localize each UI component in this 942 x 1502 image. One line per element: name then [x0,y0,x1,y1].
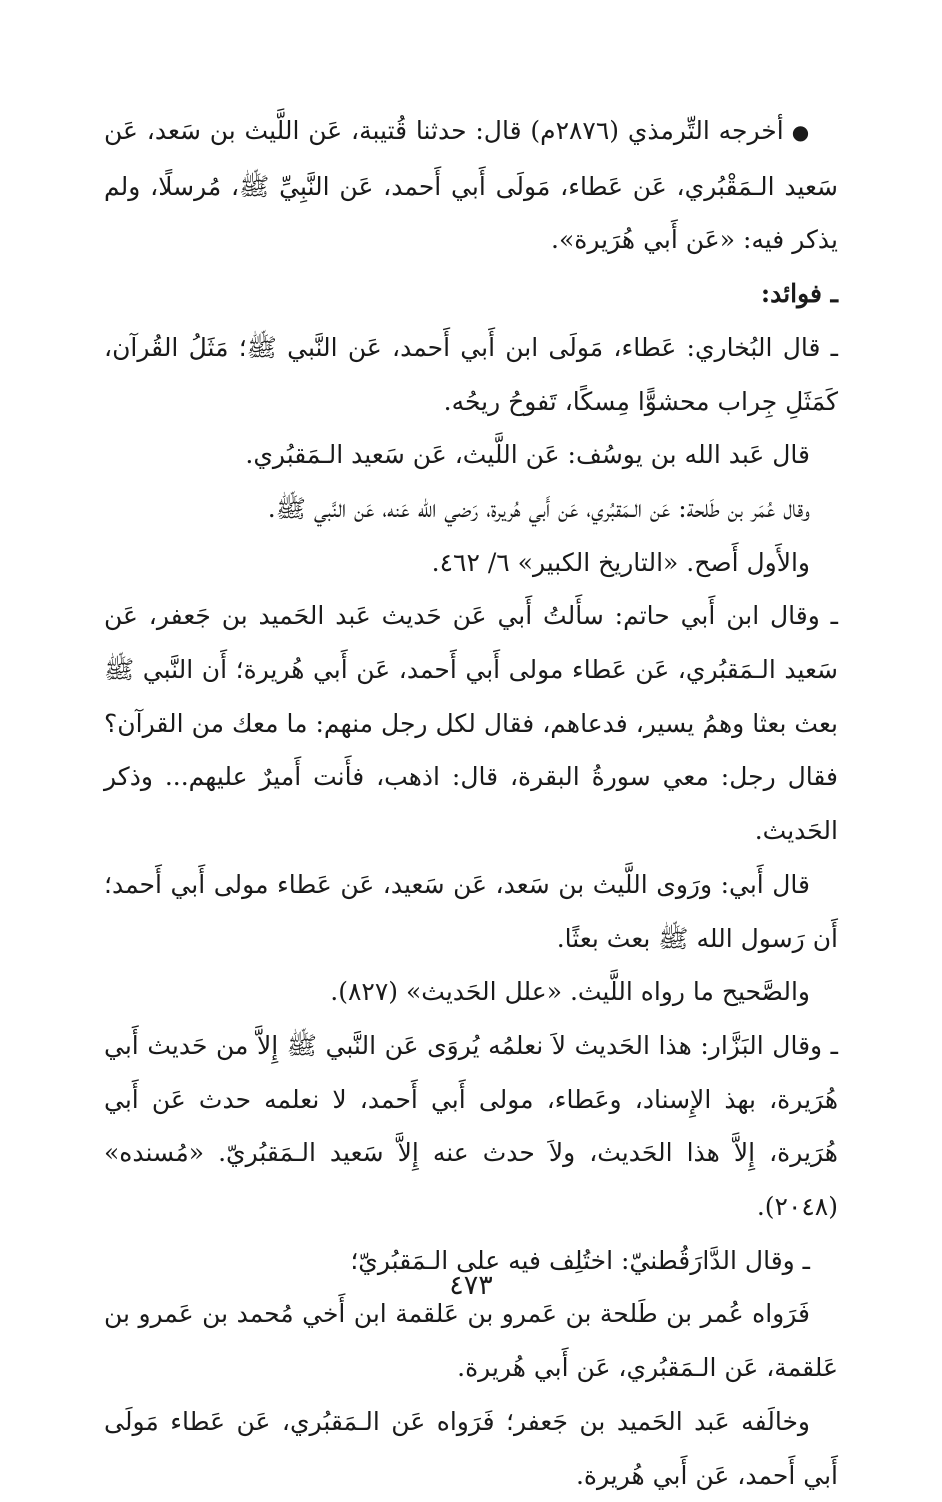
paragraph-bazzar: ـ وقال البَزَّار: هذا الحَديث لاَ نعلمُه يُروَى عَن النَّبي ﷺ إِلاَّ من حَديث أَبي هُرَيرة، بهذ الإِسناد، وعَطاء، مولى أَبي أَحمد، لا نعلمه حدث عَن أَبي هُرَيرة، إِلاَّ هذا الحَديث، ولاَ حدث عنه إِلاَّ سَعيد الـمَقبُريّ. «مُسنده» (٢٠٤٨). [104,1030,838,1222]
paragraph-qala-abi: قال أَبي: ورَوى اللَّيث بن سَعد، عَن سَعيد، عَن عَطاء مولى أَبي أَحمد؛ أَن رَسول الله ﷺ بعث بعثًا. [104,869,838,953]
paragraph-abdulhamid-riwaya: وخالَفه عَبد الحَميد بن جَعفر؛ فَرَواه عَن الـمَقبُري، عَن عَطاء مَولَى أَبي أَحمد، عَن أَبي هُريرة. [104,1406,838,1490]
paragraph-bukhari: ـ قال البُخاري: عَطاء، مَولَى ابن أَبي أَحمد، عَن النَّبي ﷺ؛ مَثَلُ القُرآن، كَمَثَلِ جِراب محشوًّا مِسكًا، تَفوحُ ريحُه. [104,332,838,416]
paragraph-daraqutni: ـ وقال الدَّارَقُطنيّ: اختُلِف فيه على الـمَقبُريّ؛ [350,1245,810,1275]
paragraph-umar-talha: وقال عُمَر بن طَلحة: عَن الـمَقبُري، عَن أَبي هُريرة، رَضي الله عَنه، عَن النَّبي ﷺ. [267,493,810,523]
takhrij-text: أخرجه التِّرمذي (٢٨٧٦م) قال: حدثنا قُتيبة، عَن اللَّيث بن سَعد، عَن سَعيد الـمَقْبُري، عَن عَطاء، مَولَى أَبي أَحمد، عَن النَّبِيِّ ﷺ، مُرسلًا، ولم يذكر فيه: «عَن أَبي هُرَيرة». [104,116,838,255]
bullet-icon: ● [791,120,811,144]
takhrij-paragraph [104,104,838,267]
paragraph-abdullah-yusuf: قال عَبد الله بن يوسُف: عَن اللَّيث، عَن سَعيد الـمَقبُري. [245,440,810,470]
paragraph-tarikh-citation: والأَول أَصح. «التاريخ الكبير» ٦/ ٤٦٢. [431,547,810,577]
paragraph-ilal-citation: والصَّحيح ما رواه اللَّيث. «علل الحَديث» (٨٢٧). [330,977,810,1007]
page-number: ٤٧٣ [449,1270,493,1301]
paragraph-umar-ibn-talha-riwaya: فَرَواه عُمر بن طَلحة بن عَمرو بن عَلقمة ابن أَخي مُحمد بن عَمرو بن عَلقمة، عَن الـمَقبُري، عَن أَبي هُريرة. [104,1299,838,1383]
section-heading-fawaid: ـ فوائد: [760,279,838,309]
paragraph-ibn-abi-hatim: ـ وقال ابن أَبي حاتم: سأَلتُ أَبي عَن حَديث عَبد الحَميد بن جَعفر، عَن سَعيد الـمَقبُري، عَن عَطاء مولى أَبي أَحمد، عَن أَبي هُريرة؛ أَن النَّبي ﷺ بعث بعثا وهمُ يسير، فدعاهم، فقال لكل رجل منهم: ما معك من القرآن؟ فقال رجل: معي سورةُ البقرة، قال: اذهب، فأَنت أَميرٌ عليهم... وذكر الحَديث. [104,601,838,846]
